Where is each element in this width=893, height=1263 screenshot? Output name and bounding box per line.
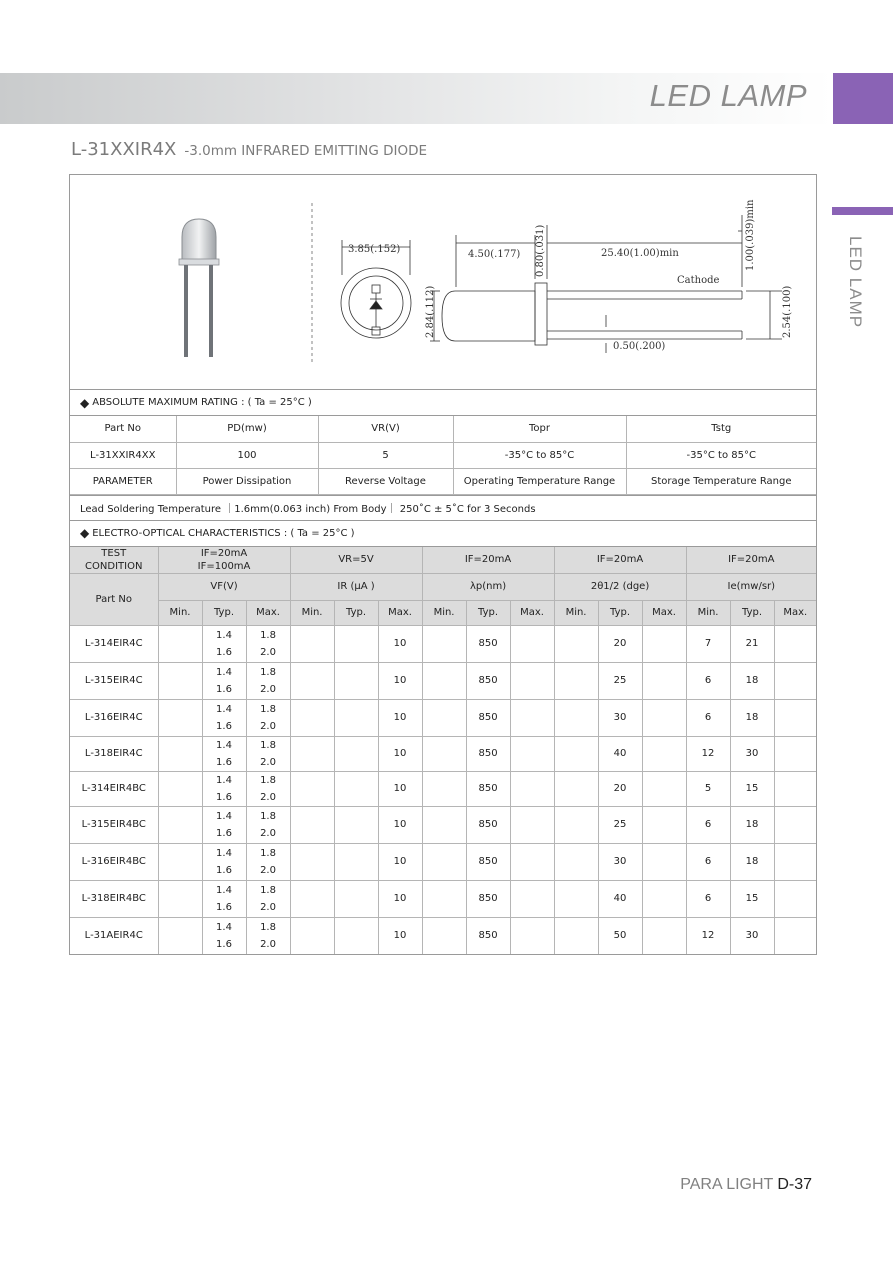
- angle-typ-cell: 25: [598, 806, 642, 843]
- ir-typ-cell: [334, 806, 378, 843]
- condition-vf: IF=20mA IF=100mA: [158, 547, 290, 574]
- ie-min-cell: 6: [686, 843, 730, 880]
- absolute-max-header-row: [70, 416, 816, 442]
- part-no-cell: L-318EIR4C: [70, 736, 158, 771]
- part-heading: [71, 139, 427, 160]
- lp-typ-cell: 850: [466, 699, 510, 736]
- vf-typ-cell: 1.4 1.6: [202, 806, 246, 843]
- absolute-max-title-row: [70, 390, 816, 416]
- abs-header-pd: PD(mw): [176, 416, 318, 442]
- ie-typ-cell: 18: [730, 662, 774, 699]
- lp-max-cell: [510, 736, 554, 771]
- side-label: LED LAMP: [846, 236, 865, 329]
- ir-min-cell: [290, 736, 334, 771]
- abs-param-label: PARAMETER: [70, 468, 176, 494]
- ie-typ-cell: 15: [730, 880, 774, 917]
- vf-min-cell: [158, 736, 202, 771]
- ie-min-cell: 12: [686, 917, 730, 954]
- lp-max-cell: [510, 880, 554, 917]
- vf-typ-cell: 1.4 1.6: [202, 880, 246, 917]
- condition-angle: IF=20mA: [554, 547, 686, 574]
- absolute-max-value-row: [70, 442, 816, 468]
- ie-typ-cell: 30: [730, 736, 774, 771]
- abs-header-tstg: Tstg: [626, 416, 816, 442]
- ir-max-cell: 10: [378, 736, 422, 771]
- lp-max-cell: [510, 625, 554, 662]
- ir-max-cell: 10: [378, 843, 422, 880]
- ir-max-cell: 10: [378, 625, 422, 662]
- electro-optical-title-row: [70, 521, 816, 547]
- ie-typ-cell: 18: [730, 806, 774, 843]
- lp-max-cell: [510, 806, 554, 843]
- table-row: [70, 736, 816, 771]
- angle-max-cell: [642, 771, 686, 806]
- vf-min-cell: [158, 771, 202, 806]
- vf-typ-cell: 1.4 1.6: [202, 625, 246, 662]
- param-angle: 2θ1/2 (dge): [554, 573, 686, 600]
- lp-typ-cell: 850: [466, 736, 510, 771]
- abs-header-vr: VR(V): [318, 416, 453, 442]
- lp-max-cell: [510, 843, 554, 880]
- vf-max-cell: 1.8 2.0: [246, 917, 290, 954]
- table-row: [70, 625, 816, 662]
- header-title: LED LAMP: [649, 78, 807, 113]
- ie-max-cell: [774, 806, 816, 843]
- footer: [680, 1176, 812, 1194]
- angle-min-cell: [554, 736, 598, 771]
- vf-typ-cell: 1.4 1.6: [202, 843, 246, 880]
- abs-value-topr: -35°C to 85°C: [453, 442, 626, 468]
- vf-min-cell: [158, 699, 202, 736]
- ir-max-cell: 10: [378, 880, 422, 917]
- part-no-cell: L-318EIR4BC: [70, 880, 158, 917]
- angle-min-cell: [554, 880, 598, 917]
- ie-max-cell: [774, 736, 816, 771]
- angle-max-cell: [642, 880, 686, 917]
- lp-typ-cell: 850: [466, 880, 510, 917]
- lp-typ-cell: 850: [466, 771, 510, 806]
- ir-min-cell: [290, 880, 334, 917]
- part-no-cell: L-316EIR4BC: [70, 843, 158, 880]
- page-number: D-37: [777, 1176, 812, 1193]
- ie-min-cell: 7: [686, 625, 730, 662]
- angle-max-cell: [642, 625, 686, 662]
- angle-max-cell: [642, 843, 686, 880]
- lp-typ-cell: 850: [466, 843, 510, 880]
- electro-optical-title: ELECTRO-OPTICAL CHARACTERISTICS : ( Ta = 25°C ): [92, 527, 355, 539]
- sub-typ: Typ.: [598, 600, 642, 625]
- sub-max: Max.: [246, 600, 290, 625]
- ie-max-cell: [774, 917, 816, 954]
- led-photo: [179, 219, 219, 357]
- abs-value-vr: 5: [318, 442, 453, 468]
- condition-ir: VR=5V: [290, 547, 422, 574]
- lp-min-cell: [422, 843, 466, 880]
- vf-min-cell: [158, 662, 202, 699]
- ir-typ-cell: [334, 917, 378, 954]
- angle-typ-cell: 30: [598, 699, 642, 736]
- ie-typ-cell: 30: [730, 917, 774, 954]
- ir-typ-cell: [334, 625, 378, 662]
- side-view: [430, 215, 782, 353]
- ie-max-cell: [774, 880, 816, 917]
- ie-typ-cell: 18: [730, 843, 774, 880]
- vf-min-cell: [158, 843, 202, 880]
- dim-height: 2.84(.112): [425, 285, 436, 338]
- abs-param-pd: Power Dissipation: [176, 468, 318, 494]
- angle-max-cell: [642, 736, 686, 771]
- lp-min-cell: [422, 806, 466, 843]
- dim-flange: 0.80(.031): [535, 224, 546, 277]
- abs-value-tstg: -35°C to 85°C: [626, 442, 816, 468]
- abs-value-part-no: L-31XXIR4XX: [70, 442, 176, 468]
- sub-typ: Typ.: [466, 600, 510, 625]
- ir-min-cell: [290, 771, 334, 806]
- vf-max-cell: 1.8 2.0: [246, 662, 290, 699]
- angle-typ-cell: 25: [598, 662, 642, 699]
- parameter-row: [70, 573, 816, 600]
- solder-spec-text: Lead Soldering Temperature ｜1.6mm(0.063 inch) From Body｜ 250˚C ± 5˚C for 3 Seconds: [80, 504, 536, 515]
- ie-max-cell: [774, 662, 816, 699]
- abs-header-topr: Topr: [453, 416, 626, 442]
- sub-min: Min.: [554, 600, 598, 625]
- abs-param-tstg: Storage Temperature Range: [626, 468, 816, 494]
- lp-min-cell: [422, 625, 466, 662]
- ir-typ-cell: [334, 699, 378, 736]
- sub-max: Max.: [774, 600, 816, 625]
- angle-typ-cell: 20: [598, 771, 642, 806]
- table-row: [70, 662, 816, 699]
- electro-optical-body: [70, 625, 816, 954]
- dim-lead-length: 25.40(1.00)min: [601, 248, 679, 259]
- absolute-max-title: ABSOLUTE MAXIMUM RATING : ( Ta = 25°C ): [92, 397, 312, 408]
- table-row: [70, 699, 816, 736]
- ir-typ-cell: [334, 662, 378, 699]
- electro-optical-table: [70, 547, 816, 955]
- sub-max: Max.: [510, 600, 554, 625]
- angle-max-cell: [642, 917, 686, 954]
- dim-lens-length: 4.50(.177): [468, 249, 521, 260]
- abs-param-topr: Operating Temperature Range: [453, 468, 626, 494]
- lp-typ-cell: 850: [466, 917, 510, 954]
- table-row: [70, 771, 816, 806]
- part-code: L-31XXIR4X: [71, 139, 177, 160]
- cathode-label: Cathode: [677, 275, 720, 286]
- angle-typ-cell: 50: [598, 917, 642, 954]
- lp-typ-cell: 850: [466, 662, 510, 699]
- condition-ie: IF=20mA: [686, 547, 816, 574]
- absolute-max-table: [70, 416, 816, 495]
- abs-header-part-no: Part No: [70, 416, 176, 442]
- lp-max-cell: [510, 771, 554, 806]
- diamond-bullet-icon: ◆: [80, 395, 90, 410]
- vf-max-cell: 1.8 2.0: [246, 625, 290, 662]
- vf-max-cell: 1.8 2.0: [246, 699, 290, 736]
- diamond-bullet-icon: ◆: [80, 526, 90, 540]
- ie-max-cell: [774, 699, 816, 736]
- ir-typ-cell: [334, 736, 378, 771]
- vf-max-cell: 1.8 2.0: [246, 843, 290, 880]
- lp-min-cell: [422, 771, 466, 806]
- ie-min-cell: 6: [686, 662, 730, 699]
- footer-brand: PARA LIGHT: [680, 1176, 774, 1193]
- abs-value-pd: 100: [176, 442, 318, 468]
- table-row: [70, 843, 816, 880]
- vf-max-cell: 1.8 2.0: [246, 771, 290, 806]
- lp-max-cell: [510, 699, 554, 736]
- header-accent-square: [833, 73, 893, 124]
- ie-typ-cell: 18: [730, 699, 774, 736]
- part-no-cell: L-315EIR4BC: [70, 806, 158, 843]
- table-row: [70, 806, 816, 843]
- param-lp: λp(nm): [422, 573, 554, 600]
- angle-typ-cell: 40: [598, 880, 642, 917]
- sub-min: Min.: [422, 600, 466, 625]
- sub-max: Max.: [378, 600, 422, 625]
- part-no-cell: L-314EIR4C: [70, 625, 158, 662]
- solder-spec-row: [70, 495, 816, 521]
- angle-min-cell: [554, 771, 598, 806]
- vf-typ-cell: 1.4 1.6: [202, 917, 246, 954]
- ir-min-cell: [290, 662, 334, 699]
- dim-body-width: 3.85(.152): [348, 244, 401, 255]
- lp-min-cell: [422, 699, 466, 736]
- sub-typ: Typ.: [730, 600, 774, 625]
- ie-min-cell: 12: [686, 736, 730, 771]
- sub-min: Min.: [158, 600, 202, 625]
- min-typ-max-row: [70, 600, 816, 625]
- ir-max-cell: 10: [378, 806, 422, 843]
- spec-frame: [69, 174, 817, 955]
- part-no-cell: L-316EIR4C: [70, 699, 158, 736]
- ir-min-cell: [290, 699, 334, 736]
- vf-max-cell: 1.8 2.0: [246, 736, 290, 771]
- ir-typ-cell: [334, 771, 378, 806]
- sub-max: Max.: [642, 600, 686, 625]
- sub-min: Min.: [290, 600, 334, 625]
- angle-typ-cell: 40: [598, 736, 642, 771]
- ie-min-cell: 6: [686, 699, 730, 736]
- part-description: -3.0mm INFRARED EMITTING DIODE: [184, 143, 427, 159]
- ie-min-cell: 6: [686, 806, 730, 843]
- angle-typ-cell: 30: [598, 843, 642, 880]
- lp-min-cell: [422, 917, 466, 954]
- table-row: [70, 880, 816, 917]
- side-accent-bar: [832, 207, 893, 215]
- vf-min-cell: [158, 625, 202, 662]
- angle-max-cell: [642, 806, 686, 843]
- ir-max-cell: 10: [378, 662, 422, 699]
- ir-min-cell: [290, 917, 334, 954]
- part-no-label: Part No: [70, 573, 158, 625]
- lp-min-cell: [422, 662, 466, 699]
- angle-min-cell: [554, 806, 598, 843]
- angle-max-cell: [642, 699, 686, 736]
- lp-min-cell: [422, 880, 466, 917]
- ir-typ-cell: [334, 843, 378, 880]
- param-ie: Ie(mw/sr): [686, 573, 816, 600]
- angle-min-cell: [554, 625, 598, 662]
- package-drawing: [70, 175, 816, 390]
- lp-max-cell: [510, 662, 554, 699]
- vf-typ-cell: 1.4 1.6: [202, 699, 246, 736]
- lp-min-cell: [422, 736, 466, 771]
- ie-max-cell: [774, 843, 816, 880]
- ie-min-cell: 5: [686, 771, 730, 806]
- ir-min-cell: [290, 806, 334, 843]
- dim-lead-pitch: 2.54(.100): [782, 285, 793, 338]
- angle-typ-cell: 20: [598, 625, 642, 662]
- angle-min-cell: [554, 917, 598, 954]
- sub-typ: Typ.: [202, 600, 246, 625]
- ie-max-cell: [774, 771, 816, 806]
- part-no-cell: L-314EIR4BC: [70, 771, 158, 806]
- ie-typ-cell: 21: [730, 625, 774, 662]
- ir-max-cell: 10: [378, 917, 422, 954]
- ir-max-cell: 10: [378, 771, 422, 806]
- ie-min-cell: 6: [686, 880, 730, 917]
- dimension-drawing: [70, 175, 816, 390]
- angle-max-cell: [642, 662, 686, 699]
- part-no-cell: L-31AEIR4C: [70, 917, 158, 954]
- ie-max-cell: [774, 625, 816, 662]
- condition-lp: IF=20mA: [422, 547, 554, 574]
- lp-typ-cell: 850: [466, 806, 510, 843]
- ir-typ-cell: [334, 880, 378, 917]
- param-vf: VF(V): [158, 573, 290, 600]
- vf-max-cell: 1.8 2.0: [246, 880, 290, 917]
- dim-lead-extra: 1.00(.039)min: [745, 199, 756, 271]
- ir-max-cell: 10: [378, 699, 422, 736]
- part-no-cell: L-315EIR4C: [70, 662, 158, 699]
- vf-typ-cell: 1.4 1.6: [202, 736, 246, 771]
- dimension-labels: [348, 199, 793, 352]
- test-condition-label: TEST CONDITION: [70, 547, 158, 574]
- vf-max-cell: 1.8 2.0: [246, 806, 290, 843]
- test-condition-row: [70, 547, 816, 574]
- angle-min-cell: [554, 843, 598, 880]
- vf-min-cell: [158, 806, 202, 843]
- vf-typ-cell: 1.4 1.6: [202, 771, 246, 806]
- vf-min-cell: [158, 880, 202, 917]
- vf-min-cell: [158, 917, 202, 954]
- param-ir: IR (µA ): [290, 573, 422, 600]
- ir-min-cell: [290, 625, 334, 662]
- sub-typ: Typ.: [334, 600, 378, 625]
- lp-typ-cell: 850: [466, 625, 510, 662]
- table-row: [70, 917, 816, 954]
- angle-min-cell: [554, 699, 598, 736]
- angle-min-cell: [554, 662, 598, 699]
- ie-typ-cell: 15: [730, 771, 774, 806]
- absolute-max-parameter-row: [70, 468, 816, 494]
- dim-lead-width: 0.50(.200): [613, 341, 666, 352]
- lp-max-cell: [510, 917, 554, 954]
- ir-min-cell: [290, 843, 334, 880]
- vf-typ-cell: 1.4 1.6: [202, 662, 246, 699]
- sub-min: Min.: [686, 600, 730, 625]
- abs-param-vr: Reverse Voltage: [318, 468, 453, 494]
